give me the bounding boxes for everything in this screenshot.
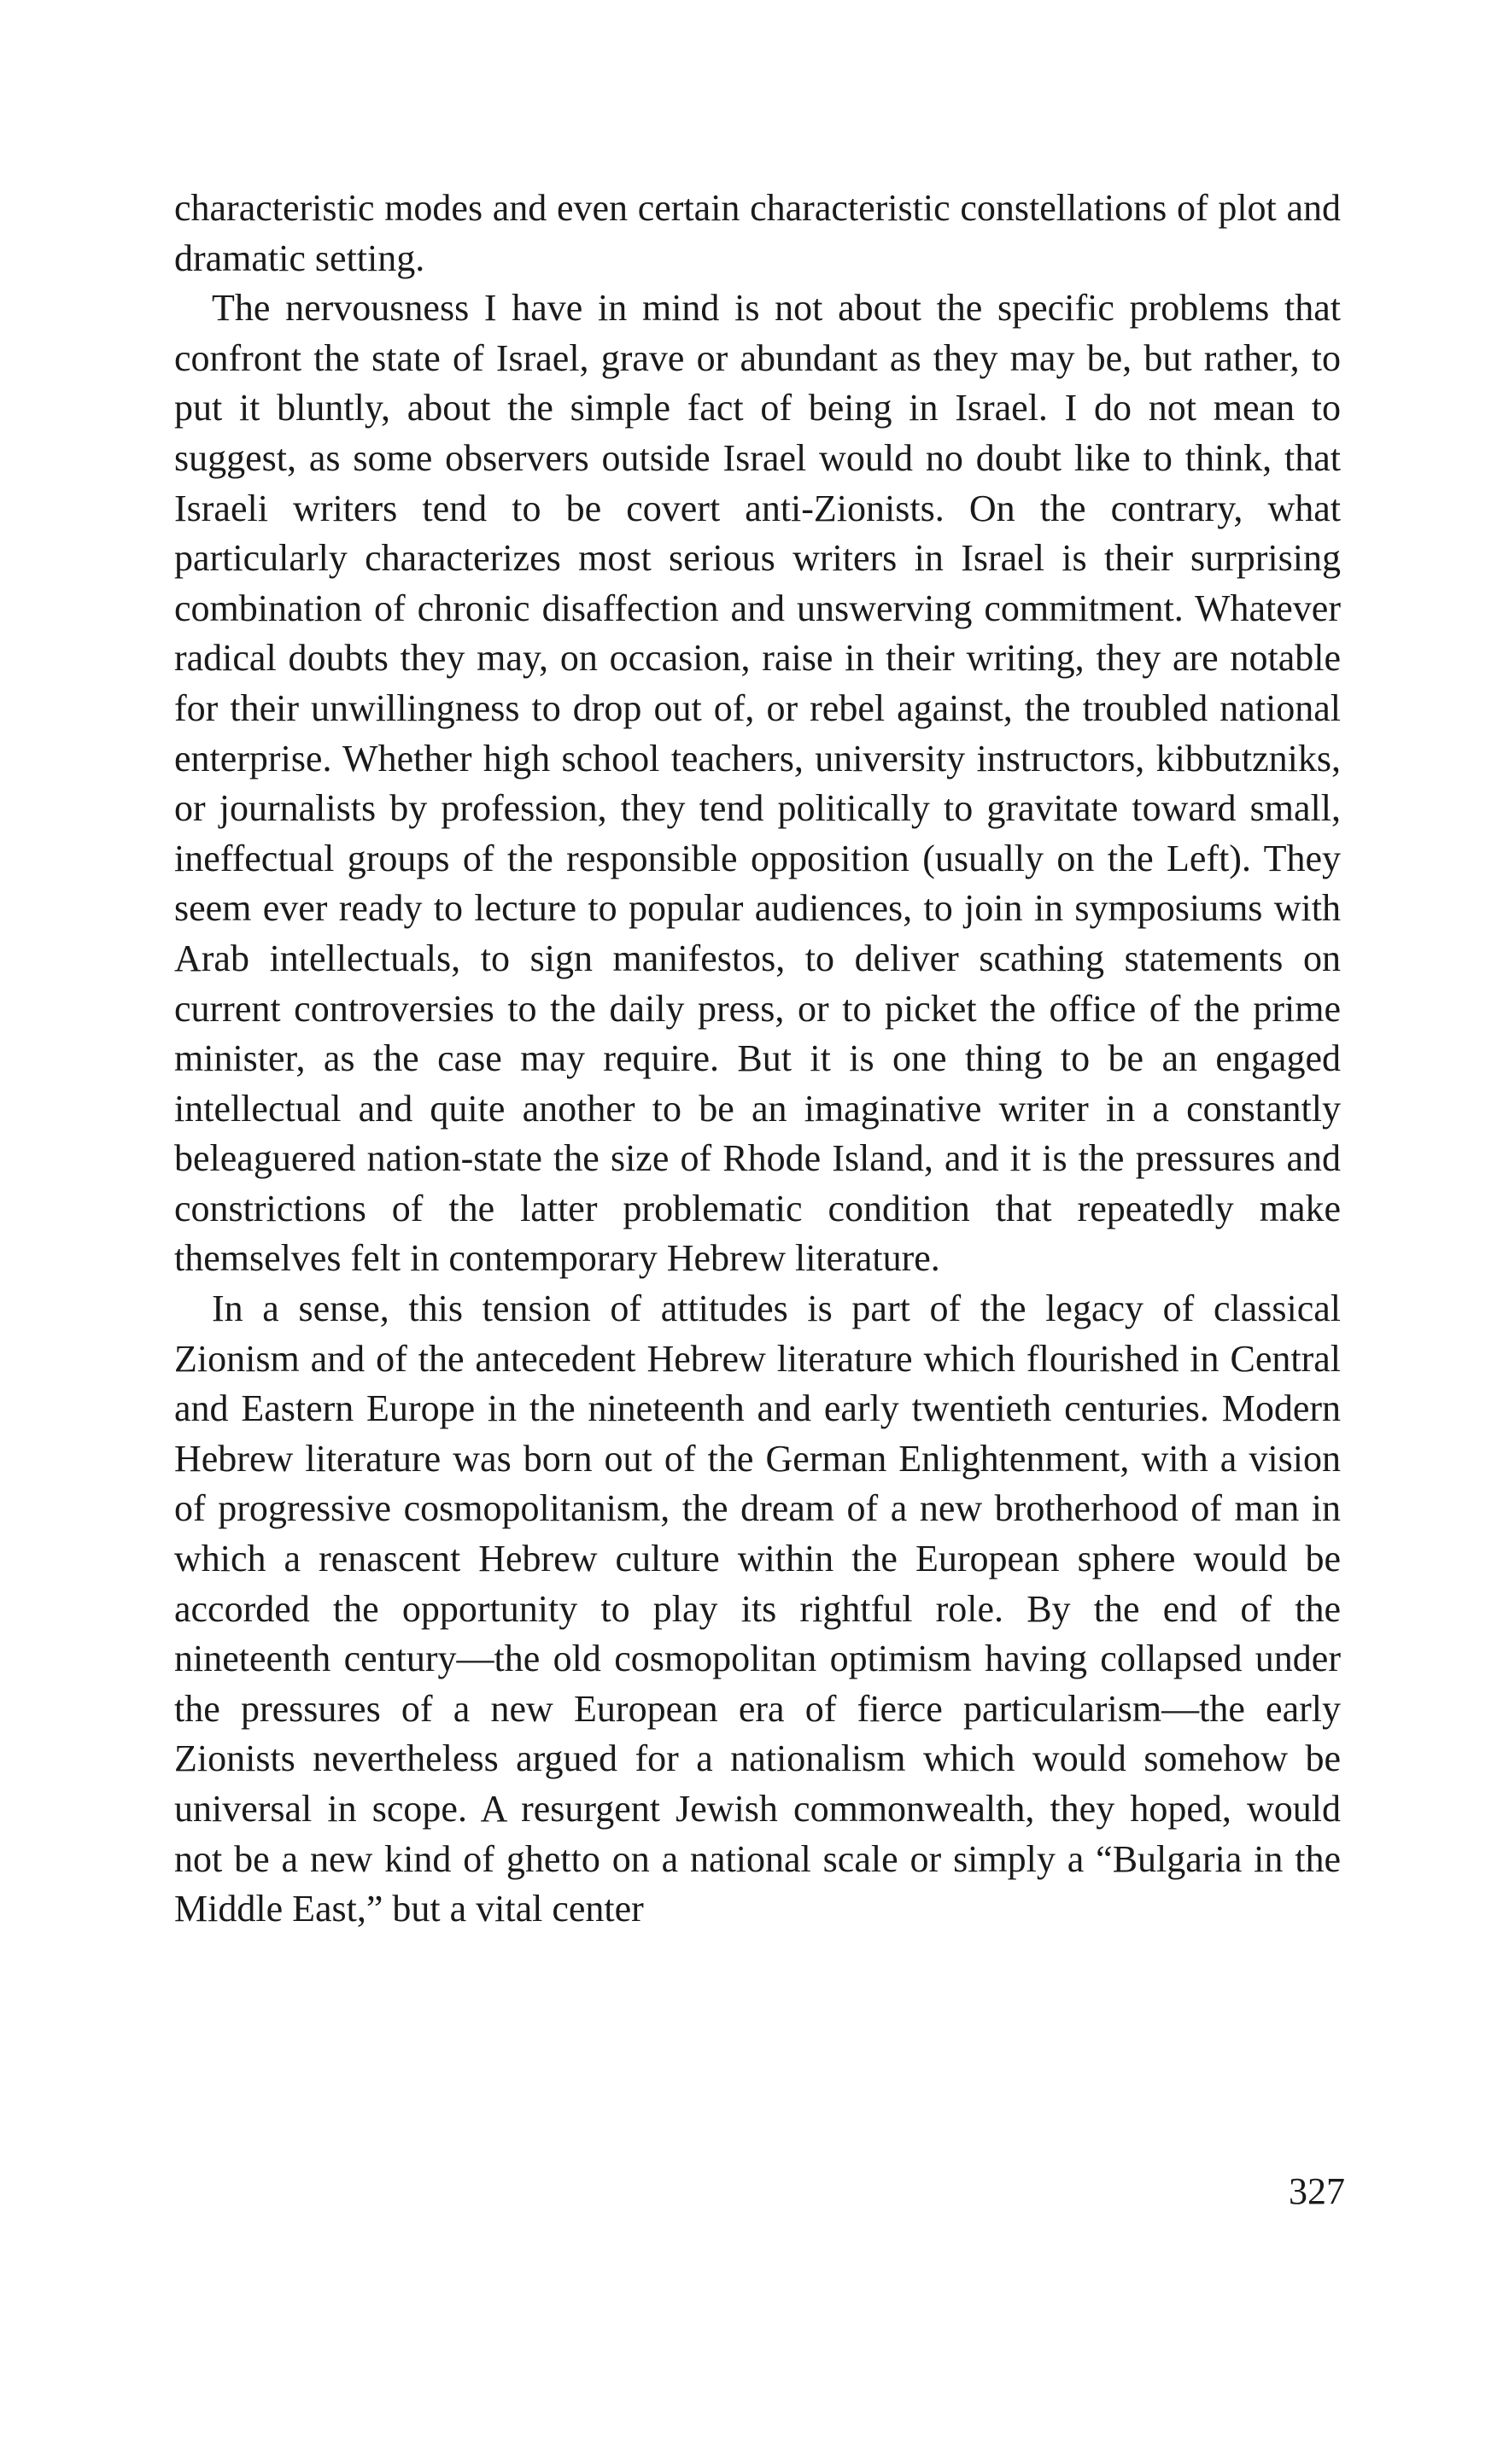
paragraph-nervousness: The nervousness I have in mind is not about the specific problems that confront the state of Israel, grave or abundant as they may be, but rather, to put it bluntly, about the simple fact of being in Israel. I do not mean to suggest, as some observers outside Israel would no doubt like to think, that Israeli writers tend to be covert anti-Zionists. On the contrary, what particularly characterizes most serious writers in Israel is their surprising combination of chronic disaffection and unswerving commitment. Whatever radical doubts they may, on occasion, raise in their writing, they are notable for their unwillingness to drop out of, or rebel against, the troubled national enterprise. Whether high school teachers, university instructors, kibbutzniks, or journalists by profession, they tend politically to gravitate toward small, ineffectual groups of the responsible opposition (usually on the Left). They seem ever ready to lecture to popular audiences, to join in symposiums with Arab intellectuals, to sign manifestos, to deliver scathing statements on current controversies to the daily press, or to picket the office of the prime minister, as the case may require. But it is one thing to be an engaged intellectual and quite another to be an imaginative writer in a constantly beleaguered nation-state the size of Rhode Island, and it is the pressures and constrictions of the latter problematic condition that repeatedly make themselves felt in contemporary Hebrew literature. — [174, 287, 1341, 1280]
paragraph-continuation: characteristic modes and even certain characteristic constellations of plot and dramatic setting. — [174, 187, 1341, 279]
body-text — [174, 184, 1341, 1935]
page-number: 327 — [1289, 2170, 1345, 2212]
paragraph-tension-of-attitudes: In a sense, this tension of attitudes is part of the legacy of classical Zionism and of the antecedent Hebrew literature which flourished in Central and Eastern Europe in the nineteenth and early twentieth centuries. Modern Hebrew literature was born out of the German Enlightenment, with a vision of progressive cosmopolitanism, the dream of a new brotherhood of man in which a renascent Hebrew culture within the European sphere would be accorded the opportunity to play its rightful role. By the end of the nineteenth century—the old cosmopolitan optimism having collapsed under the pressures of a new European era of fierce particularism—the early Zionists nevertheless argued for a nationalism which would somehow be universal in scope. A resurgent Jewish commonwealth, they hoped, would not be a new kind of ghetto on a national scale or simply a “Bulgaria in the Middle East,” but a vital center — [174, 1287, 1341, 1930]
